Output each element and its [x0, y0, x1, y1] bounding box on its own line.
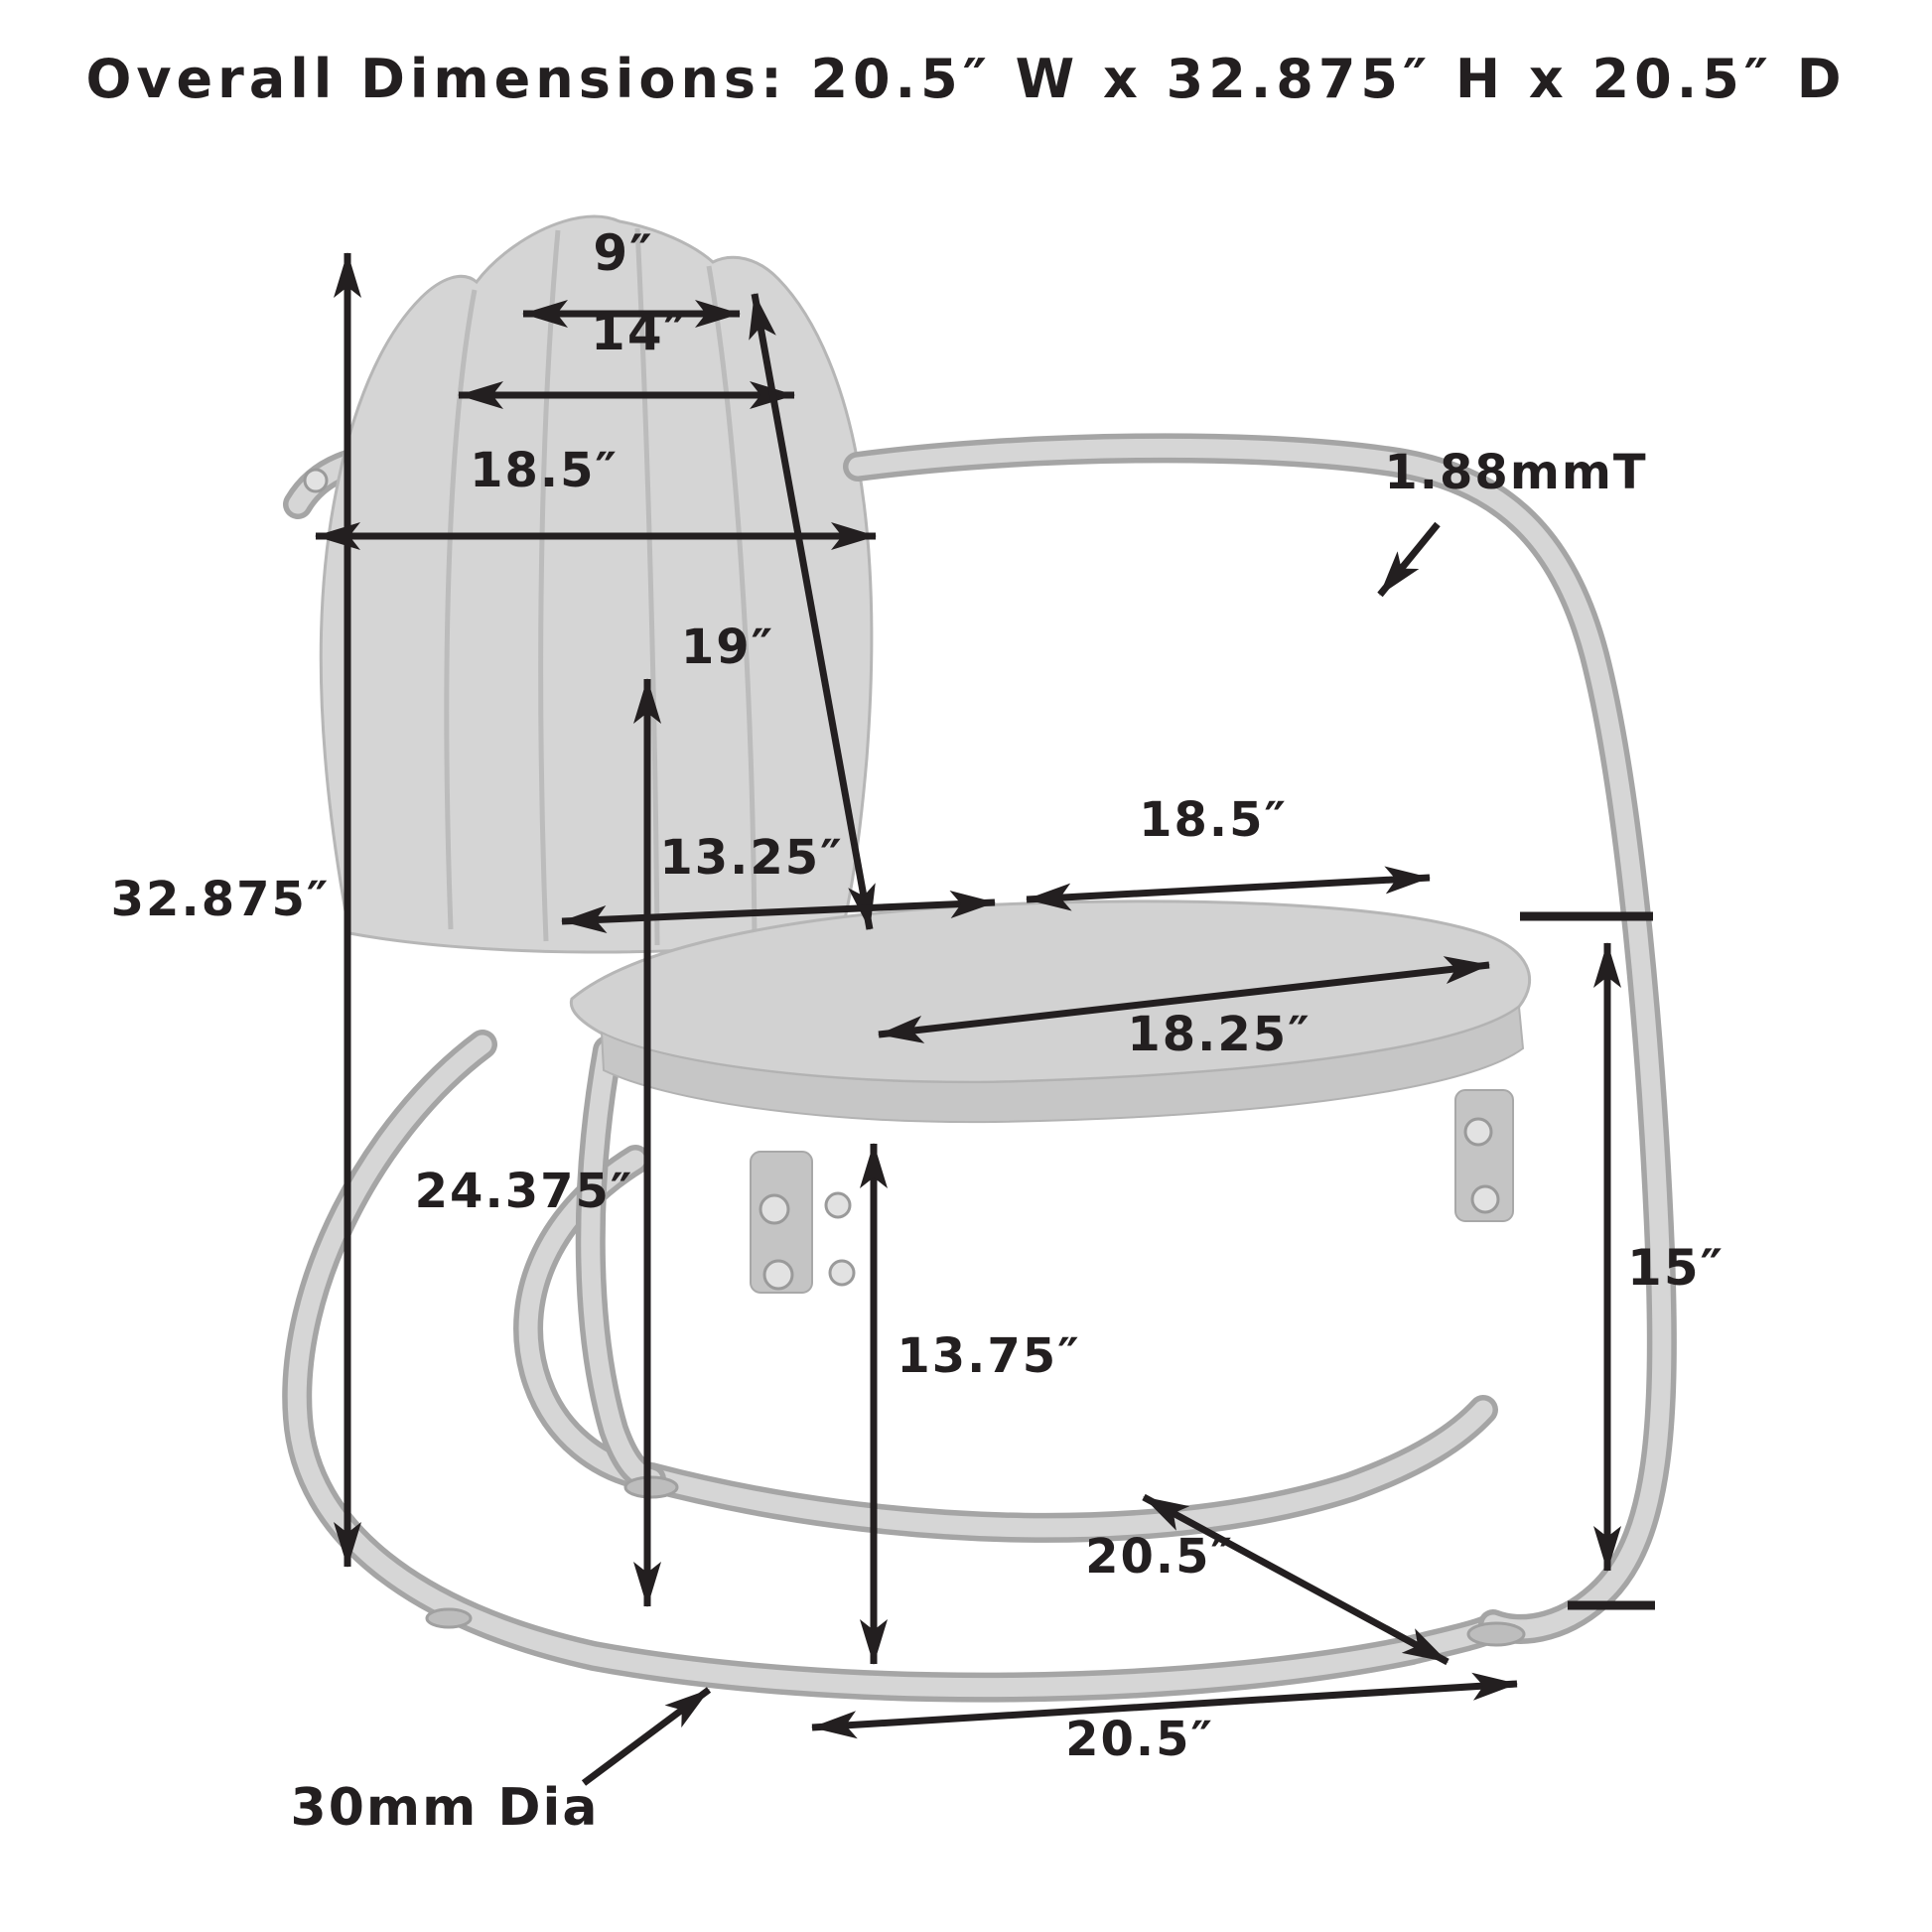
chair-illustration [297, 216, 1662, 1688]
left-armrest-bolt [305, 470, 327, 491]
seat-back-to-floor-label: 24.375″ [414, 1164, 634, 1219]
tube-thickness-label: 1.88mmT [1384, 445, 1648, 500]
foot-glides [427, 1477, 1524, 1645]
tube-diameter-line [584, 1690, 709, 1783]
back-to-seat-front-label: 13.25″ [659, 830, 844, 886]
page-title: Overall Dimensions: 20.5″ W x 32.875″ H x 20.5″ D [85, 48, 1847, 110]
tube-thickness-line [1380, 524, 1438, 595]
arm-to-floor-label: 15″ [1627, 1239, 1725, 1297]
back-mid-width-label: 14″ [591, 304, 688, 361]
seat-front-to-floor-label: 13.75″ [897, 1328, 1081, 1384]
base-width-label: 20.5″ [1065, 1712, 1214, 1767]
tube-diameter-label: 30mm Dia [290, 1778, 600, 1838]
overall-height-label: 32.875″ [110, 872, 331, 927]
back-top-width-label: 9″ [593, 224, 654, 282]
base-side-depth-label: 20.5″ [1085, 1529, 1234, 1585]
seat-depth-line [1027, 878, 1430, 899]
back-diagonal-height-label: 19″ [680, 620, 775, 675]
back-width-label: 18.5″ [470, 443, 619, 498]
seat-width-label: 18.25″ [1127, 1007, 1311, 1062]
seat-depth-label: 18.5″ [1139, 792, 1288, 848]
